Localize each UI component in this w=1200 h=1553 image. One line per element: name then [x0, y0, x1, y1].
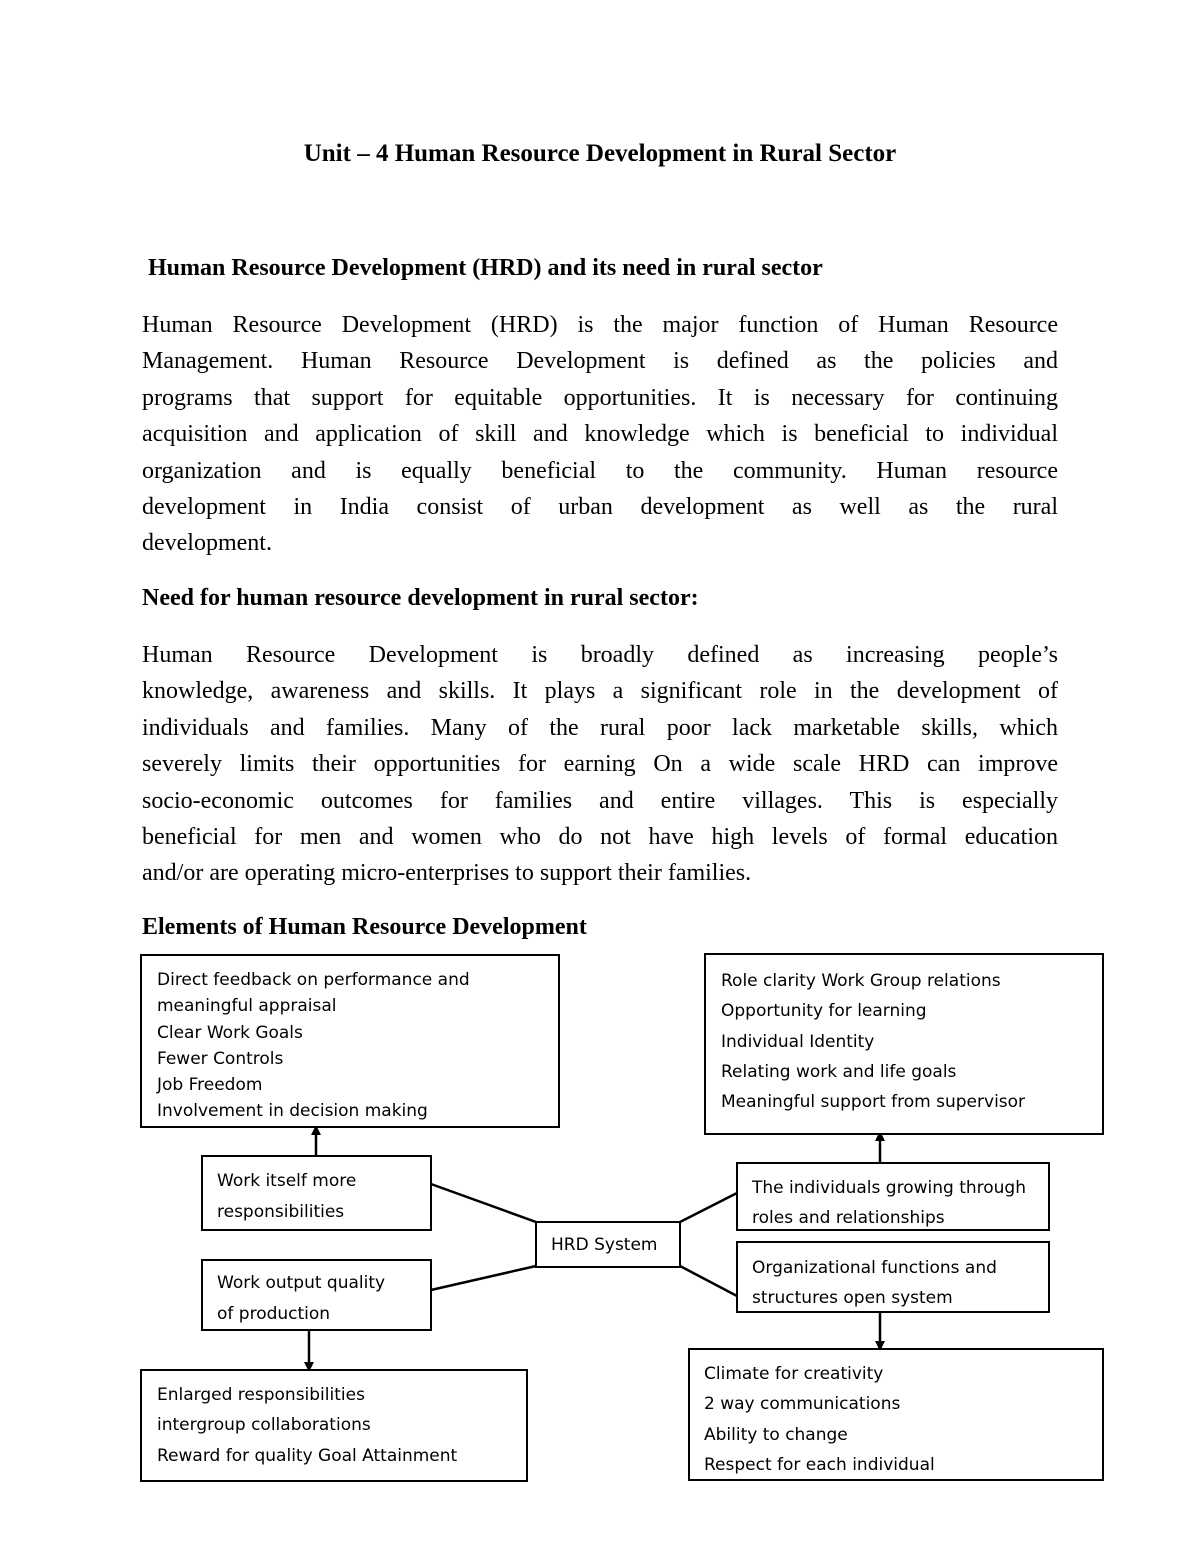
box-line: Climate for creativity: [704, 1364, 884, 1384]
box-climate-creativity: [688, 1348, 1104, 1481]
box-line: Enlarged responsibilities: [157, 1385, 365, 1405]
paragraph-line: acquisition and application of skill and knowledge which is beneficial to individual: [142, 421, 1058, 448]
box-line: Opportunity for learning: [721, 1001, 927, 1022]
paragraph-line: Human Resource Development (HRD) is the major function of Human Resource: [142, 312, 1058, 338]
box-line: Individual Identity: [721, 1031, 875, 1052]
paragraph-line: development in India consist of urban development as well as the rural: [142, 494, 1058, 521]
section-heading-hrd-need: Human Resource Development (HRD) and its need in rural sector: [148, 255, 823, 281]
box-line: Fewer Controls: [157, 1048, 284, 1069]
box-line: Work itself more: [217, 1171, 357, 1191]
box-role-clarity: [704, 953, 1104, 1135]
paragraph-line: and/or are operating micro-enterprises to support their families.: [142, 860, 752, 887]
paragraph-line: beneficial for men and women who do not have high levels of formal education: [142, 824, 1058, 851]
box-line: meaningful appraisal: [157, 996, 337, 1017]
box-line: Direct feedback on performance and: [157, 970, 470, 990]
paragraph-line: development.: [142, 530, 272, 557]
box-line: Reward for quality Goal Attainment: [157, 1445, 458, 1466]
box-line: Work output quality: [217, 1273, 386, 1293]
paragraph-line: organization and is equally beneficial to the community. Human resource: [142, 457, 1058, 484]
box-line: Ability to change: [704, 1424, 848, 1445]
paragraph-line: knowledge, awareness and skills. It plays a significant role in the development of: [142, 678, 1058, 705]
box-work-itself: [201, 1155, 432, 1231]
box-hrd-system: [535, 1221, 681, 1268]
box-line: Job Freedom: [157, 1075, 263, 1096]
connector-individuals: [680, 1193, 737, 1222]
box-line: HRD System: [551, 1235, 658, 1255]
box-line: Role clarity Work Group relations: [721, 971, 1001, 991]
section-heading-need-rural: Need for human resource development in rural sector:: [142, 585, 699, 611]
connector-work-output: [431, 1266, 536, 1290]
paragraph-line: severely limits their opportunities for earning On a wide scale HRD can improve: [142, 751, 1058, 778]
paragraph-line: Management. Human Resource Development is defined as the policies and: [142, 348, 1058, 375]
box-line: Relating work and life goals: [721, 1061, 957, 1082]
box-individuals: [736, 1162, 1050, 1231]
connector-org-functions: [680, 1266, 737, 1296]
box-line: Meaningful support from supervisor: [721, 1092, 1026, 1113]
box-line: Organizational functions and: [752, 1258, 997, 1278]
section-heading-elements: Elements of Human Resource Development: [142, 914, 587, 940]
paragraph-line: programs that support for equitable opportunities. It is necessary for continuing: [142, 384, 1058, 411]
document-title: Unit – 4 Human Resource Development in Rural Sector: [303, 140, 897, 167]
box-line: responsibilities: [217, 1201, 345, 1222]
box-line: The individuals growing through: [752, 1178, 1026, 1198]
box-line: roles and relationships: [752, 1207, 945, 1228]
paragraph-line: socio-economic outcomes for families and entire villages. This is especially: [142, 787, 1058, 814]
paragraph-line: Human Resource Development is broadly defined as increasing people’s: [142, 642, 1058, 668]
box-line: Involvement in decision making: [157, 1101, 428, 1122]
box-line: structures open system: [752, 1288, 953, 1308]
box-direct-feedback: [140, 954, 560, 1128]
box-line: 2 way communications: [704, 1394, 901, 1415]
paragraph-line: individuals and families. Many of the rural poor lack marketable skills, which: [142, 714, 1058, 741]
box-line: Respect for each individual: [704, 1454, 935, 1475]
connector-work-itself: [431, 1184, 536, 1222]
box-org-functions: [736, 1241, 1050, 1313]
box-line: of production: [217, 1303, 331, 1324]
box-enlarged-responsibilities: [140, 1369, 528, 1482]
box-line: Clear Work Goals: [157, 1022, 303, 1043]
box-line: intergroup collaborations: [157, 1415, 371, 1436]
box-work-output: [201, 1259, 432, 1331]
